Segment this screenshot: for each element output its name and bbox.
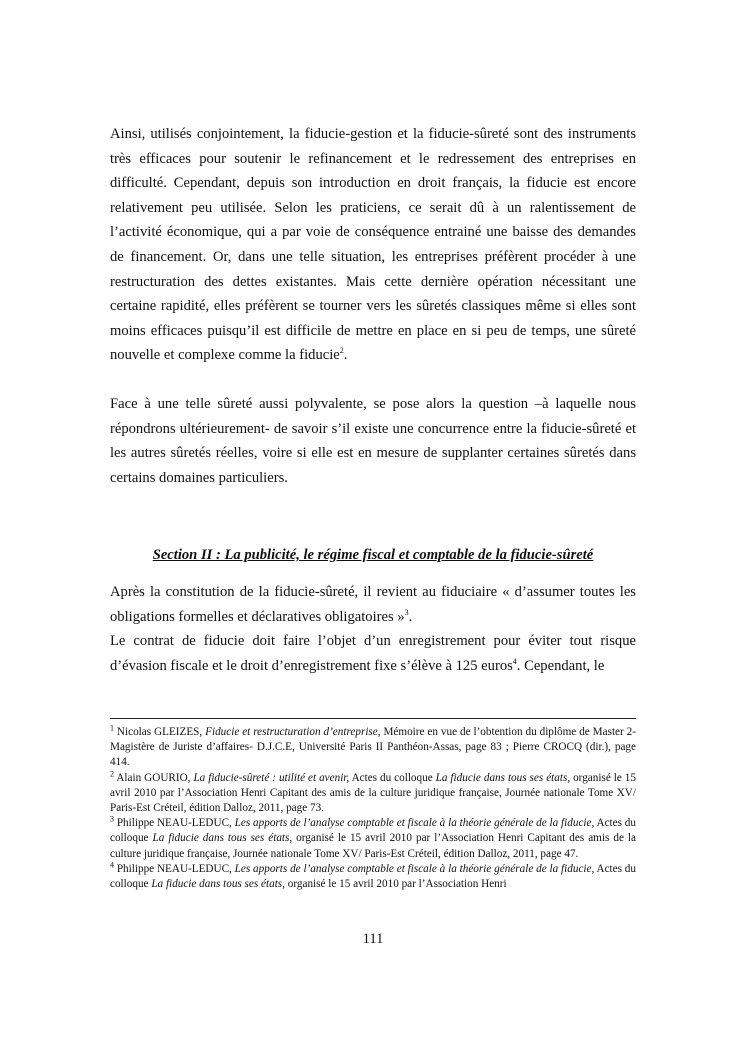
- footnote-text: organisé le 15 avril 2010 par l’Association Henri Capitant des amis de la culture juridique française, Journée nationale Tome XV/ Paris-Est Créteil, édition Dalloz, 2011, page 47.: [110, 832, 636, 860]
- footnote-3: [110, 816, 636, 862]
- paragraph-2: Face à une telle sûreté aussi polyvalente, se pose alors la question –à laquelle nous répondrons ultérieurement- de savoir s’il existe une concurrence entre la fiducie-sûreté et les autres sûretés réelles, voire si elle est en mesure de supplanter certaines sûretés dans certains domaines particuliers.: [110, 396, 636, 486]
- footnote-number: 4: [110, 860, 114, 870]
- footnote-title: La fiducie dans tous ses états,: [152, 832, 293, 845]
- paragraph-1-text: Ainsi, utilisés conjointement, la fiducie-gestion et la fiducie-sûreté sont des instruments très efficaces pour soutenir le refinancement et le redressement des entreprises en difficulté. Cependant, depuis son introduction en droit français, la fiducie est encore relativement peu utilisée. Selon les praticiens, ce serait dû à un ralentissement de l’activité économique, qui a par voie de conséquence entrainé une baisse des demandes de financement. Or, dans une telle situation, les entreprises préfèrent procéder à une restructuration des dettes existantes. Mais cette dernière opération nécessitant une certaine rapidité, elles préfèrent se tourner vers les sûretés classiques même si elles sont moins efficaces puisqu’il est difficile de mettre en place en si peu de temps, une sûreté nouvelle et complexe comme la fiducie: [110, 126, 636, 364]
- footnote-title: La fiducie dans tous ses états,: [151, 878, 285, 891]
- footnote-title: Fiducie et restructuration d’entreprise: [205, 726, 378, 738]
- footnote-number: 3: [110, 814, 114, 824]
- footnote-author: Philippe NEAU-LEDUC,: [114, 817, 235, 830]
- footnote-author: Philippe NEAU-LEDUC,: [114, 862, 235, 875]
- footnote-4: [110, 862, 636, 892]
- footnote-ref-2[interactable]: 2: [339, 346, 344, 356]
- footnote-text: organisé le 15 avril 2010 par l’Association Henri Capitant des amis de la culture juridique française, Journée nationale Tome XV/ Paris-Est Créteil, édition Dalloz, 2011, page 73.: [110, 771, 636, 815]
- footnote-author: Nicolas GLEIZES,: [114, 726, 206, 738]
- footnote-text: Actes du colloque: [110, 862, 636, 891]
- footnote-text: organisé le 15 avril 2010 par l’Association Henri: [284, 878, 507, 891]
- footnote-text: Actes du colloque: [110, 817, 636, 845]
- section-title: Section II : La publicité, le régime fiscal et comptable de la fiducie-sûreté: [152, 547, 594, 563]
- footnotes: [110, 725, 636, 892]
- paragraph-4-text: Le contrat de fiducie doit faire l’objet d’un enregistrement pour éviter tout risque d’évasion fiscale et le droit d’enregistrement fixe s’élève à 125 euros: [110, 633, 636, 674]
- footnote-text: Actes du colloque: [349, 771, 436, 784]
- footnote-ref-4[interactable]: 4: [512, 656, 517, 666]
- paragraph-1-end: .: [343, 347, 348, 364]
- footnote-1: [110, 725, 636, 771]
- paragraph-4: [110, 629, 636, 678]
- footnote-title: La fiducie dans tous ses états,: [435, 771, 571, 784]
- footnote-text: , Mémoire en vue de l’obtention du diplôme de Master 2- Magistère de Juriste d’affaires- D.J.C.E, Université Paris II Panthéon-Assas, page 83 ; Pierre CROCQ (dir.), page 414.: [110, 726, 636, 769]
- footnote-number: 1: [110, 723, 114, 733]
- footnote-2: [110, 768, 636, 817]
- paragraph-4-end: . Cependant, le: [516, 657, 605, 674]
- footnote-author: Alain GOURIO,: [114, 771, 194, 784]
- footnote-number: 2: [110, 768, 114, 778]
- paragraph-3: [110, 580, 636, 629]
- footnote-divider: [110, 718, 636, 719]
- footnote-title: Les apports de l’analyse comptable et fiscale à la théorie générale de la fiducie,: [234, 862, 595, 875]
- page-number: 111: [362, 931, 384, 947]
- paragraph-3-text: Après la constitution de la fiducie-sûreté, il revient au fiduciaire « d’assumer toutes les obligations formelles et déclaratives obligatoires »: [110, 584, 636, 625]
- paragraph-1: [110, 122, 636, 368]
- footnote-ref-3[interactable]: 3: [404, 607, 409, 617]
- footnote-title: Les apports de l’analyse comptable et fiscale à la théorie générale de la fiducie,: [234, 817, 595, 830]
- paragraph-3-end: .: [408, 608, 413, 625]
- footnote-title: La fiducie-sûreté : utilité et avenir,: [193, 771, 350, 784]
